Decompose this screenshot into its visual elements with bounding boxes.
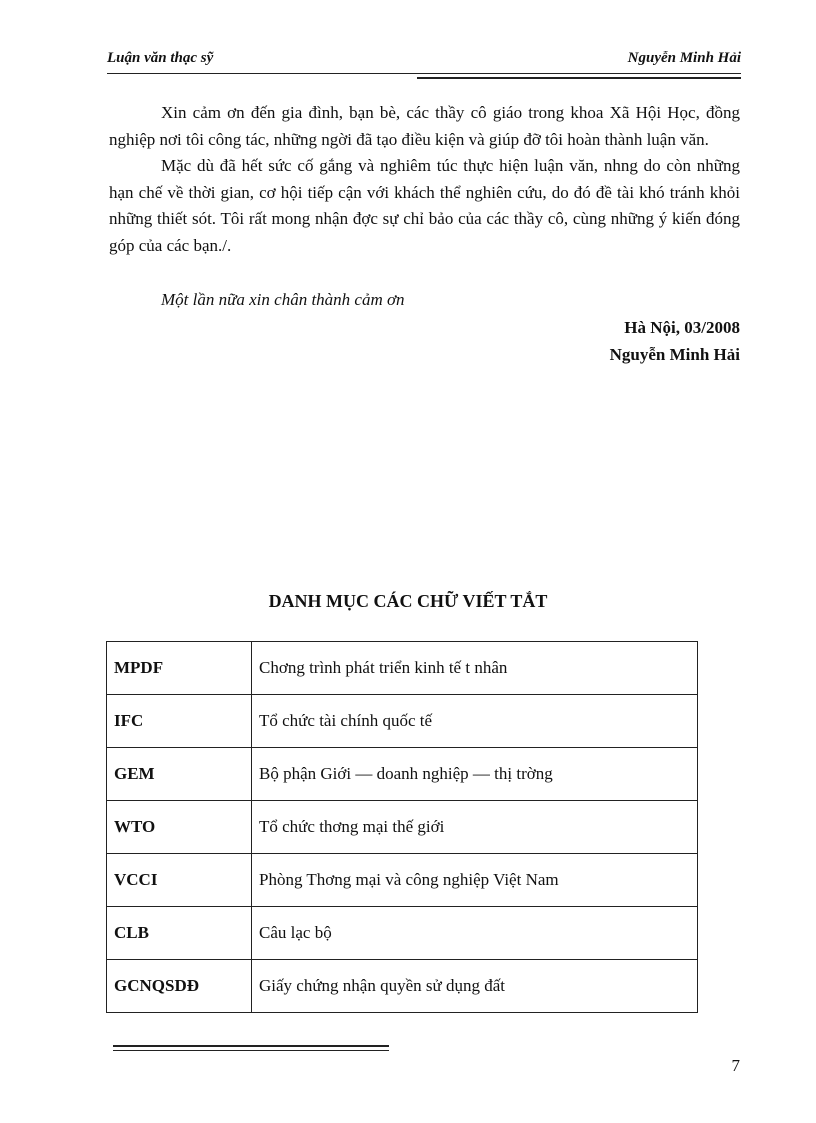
abbreviation-meaning: Chơng trình phát triển kinh tế t nhân bbox=[252, 642, 698, 695]
table-row bbox=[107, 907, 698, 960]
page-header bbox=[107, 48, 741, 72]
abbreviation-code: WTO bbox=[107, 801, 252, 854]
table-row bbox=[107, 642, 698, 695]
header-rule-thick bbox=[417, 77, 741, 79]
abbreviation-code: MPDF bbox=[107, 642, 252, 695]
footer-rule-thick bbox=[113, 1045, 389, 1047]
footer-rule-thin bbox=[113, 1050, 389, 1051]
paragraph: Xin cảm ơn đến gia đình, bạn bè, các thầy cô giáo trong khoa Xã Hội Học, đồng nghiệp nơi tôi công tác, những ngời đã tạo điều kiện và giúp đỡ tôi hoàn thành luận văn. bbox=[109, 103, 740, 149]
table-row bbox=[107, 960, 698, 1013]
abbreviation-meaning: Tổ chức tài chính quốc tế bbox=[252, 695, 698, 748]
acknowledgement-text bbox=[109, 100, 740, 259]
signature-name: Nguyễn Minh Hải bbox=[609, 345, 740, 364]
closing-line: Một lần nữa xin chân thành cảm ơn bbox=[161, 290, 405, 309]
abbreviation-code: IFC bbox=[107, 695, 252, 748]
abbreviations-title: DANH MỤC CÁC CHỮ VIẾT TẮT bbox=[268, 591, 548, 611]
abbreviation-meaning: Câu lạc bộ bbox=[252, 907, 698, 960]
abbreviation-code: GEM bbox=[107, 748, 252, 801]
header-rule bbox=[107, 73, 741, 74]
abbreviations-table bbox=[106, 641, 698, 1013]
paragraph: Mặc dù đã hết sức cố gắng và nghiêm túc thực hiện luận văn, nhng do còn những hạn chế về thời gian, cơ hội tiếp cận với khách thể nghiên cứu, do đó đề tài khó tránh khỏi những thiết sót. Tôi rất mong nhận đợc sự chỉ bảo của các thầy cô, cùng những ý kiến đóng góp của các bạn./. bbox=[109, 156, 740, 255]
page-number: 7 bbox=[731, 1056, 740, 1075]
abbreviation-meaning: Giấy chứng nhận quyền sử dụng đất bbox=[252, 960, 698, 1013]
header-author: Nguyễn Minh Hải bbox=[627, 50, 741, 66]
abbreviation-code: CLB bbox=[107, 907, 252, 960]
abbreviation-code: GCNQSDĐ bbox=[107, 960, 252, 1013]
abbreviation-meaning: Tổ chức thơng mại thế giới bbox=[252, 801, 698, 854]
abbreviation-meaning: Phòng Thơng mại và công nghiệp Việt Nam bbox=[252, 854, 698, 907]
table-row bbox=[107, 854, 698, 907]
table-row bbox=[107, 748, 698, 801]
abbreviation-meaning: Bộ phận Giới — doanh nghiệp — thị trờng bbox=[252, 748, 698, 801]
header-document-type: Luận văn thạc sỹ bbox=[107, 50, 214, 66]
signature-place-date: Hà Nội, 03/2008 bbox=[624, 318, 740, 337]
abbreviation-code: VCCI bbox=[107, 854, 252, 907]
table-row bbox=[107, 801, 698, 854]
table-row bbox=[107, 695, 698, 748]
